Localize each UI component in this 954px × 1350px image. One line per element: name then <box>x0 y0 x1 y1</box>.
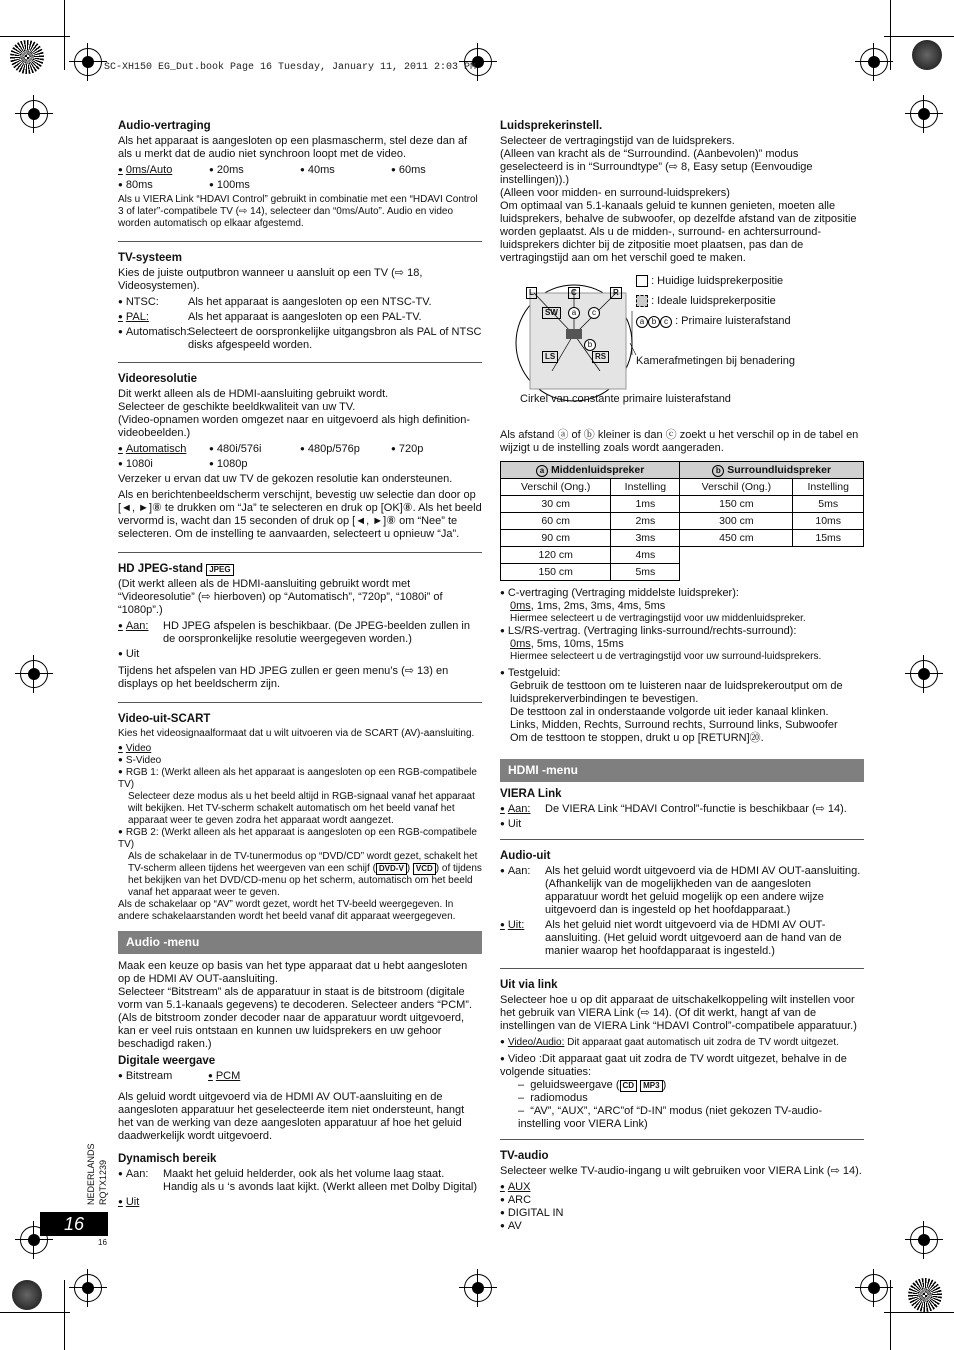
note: Als geluid wordt uitgevoerd via de HDMI AV OUT-aansluiting en de aangesloten apparatuur het geselecteerde item niet ondersteunt, hangt het van de werking van deze aangesloten apparatuur af hoe het geluid daadwerkelijk wordt uitgevoerd. <box>118 1091 465 1142</box>
blank-cell <box>680 564 864 581</box>
description: Kies het videosignaalformaat dat u wilt uitvoeren via de SCART (AV)-aansluiting. <box>118 728 475 739</box>
registration-target <box>860 1274 888 1302</box>
heading <box>118 563 482 576</box>
page-number: 16 <box>40 1212 108 1236</box>
c-delay-label: ● C-vertraging (Vertraging middelste luidspreker): <box>500 587 864 600</box>
footer-small-number: 16 <box>98 1238 107 1247</box>
text: “AV”, “AUX”, “ARC”of “D-IN” modus (niet gekozen TV-audio-instelling voor VIERA Link) <box>518 1105 823 1130</box>
description: Dit werkt alleen als de HDMI-aansluiting gebruikt wordt. Selecteer de geschikte beeldkwaliteit van uw TV. (Video-opnamen worden omgezet naar en uitgevoerd als high definition-videobeelden.) <box>118 388 471 439</box>
description: Kies de juiste outputbron wanneer u aansluit op een TV (⇨ 18, Videosystemen). <box>118 267 423 292</box>
cell: 90 cm <box>501 530 611 547</box>
option: ● S-Video <box>118 755 482 767</box>
heading: Luidsprekerinstell. <box>500 120 603 132</box>
section-luidsprekerinstell <box>500 120 864 745</box>
registration-star-tl <box>10 40 44 74</box>
option: ● 480i/576i <box>209 443 300 456</box>
cell: 1ms <box>611 496 680 513</box>
table-row <box>501 564 864 581</box>
cell: 5ms <box>793 496 864 513</box>
option: ● 20ms <box>209 164 300 177</box>
cell: 5ms <box>611 564 680 581</box>
option: ● 480p/576p <box>300 443 391 456</box>
legend-text: : Ideale luidsprekerpositie <box>651 295 776 307</box>
text: ) of tijdens het bekijken van het DVD/CD-menu op het scherm, automatisch om het beeld vanaf het apparaat weer te geven. <box>128 863 482 898</box>
table-header-sur <box>680 462 864 479</box>
registration-target <box>20 660 48 688</box>
registration-target <box>74 48 102 76</box>
subheader: Verschil (Ong.) <box>501 479 611 496</box>
c-delay-note: Hiermee selecteert u de vertragingstijd voor uw middenluidspreker. <box>510 613 806 624</box>
option-row <box>118 1070 482 1083</box>
header-text: Surroundluidspreker <box>727 463 832 476</box>
subheader: Verschil (Ong.) <box>680 479 793 496</box>
circle-a: a <box>536 465 548 477</box>
option: ● Bitstream <box>118 1070 208 1083</box>
registration-target <box>464 1274 492 1302</box>
jpeg-tag: JPEG <box>206 564 233 576</box>
option: ● 0ms/Auto <box>118 164 209 177</box>
cell: 2ms <box>611 513 680 530</box>
option-key: ● Uit: <box>500 919 545 958</box>
test-label: ● Testgeluid: <box>500 667 864 680</box>
distance-b-marker: b <box>584 339 596 351</box>
option-item <box>500 865 864 917</box>
note: Als u VIERA Link “HDAVI Control” gebruikt in combinatie met een “HDAVI Control 3 of later”-compatibele TV (⇨ 14), selecteer dan “0ms/Auto”. Audio en video worden automatisch op elkaar afgestemd. <box>118 194 478 229</box>
table-header-mid <box>501 462 680 479</box>
option: ● RGB 2: (Werkt alleen als het apparaat is aangesloten op een RGB-compatibele TV) <box>118 827 482 851</box>
option: ● 1080i <box>118 458 209 471</box>
values: , 1ms, 2ms, 3ms, 4ms, 5ms <box>530 600 666 612</box>
audio-menu-band: Audio -menu <box>118 931 482 954</box>
speaker-label-l: L <box>526 287 537 299</box>
exception-item: – geluidsweergave ( CD MP3 ) <box>518 1079 667 1091</box>
side-code: RQTX1239 <box>98 1159 108 1205</box>
heading: Uit via link <box>500 979 558 991</box>
ls-delay-note: Hiermee selecteert u de vertragingstijd voor uw surround-luidsprekers. <box>510 651 822 662</box>
circle-a: a <box>636 316 648 328</box>
ls-delay-values <box>500 638 864 651</box>
registration-target <box>74 1274 102 1302</box>
registration-star-br <box>908 1278 942 1312</box>
mp3-tag: MP3 <box>640 1080 662 1092</box>
option-value: Als het geluid wordt uitgevoerd via de HDMI AV OUT-aansluiting. (Afhankelijk van de mogelijkheden van de aangesloten apparatuur wordt het geluid mogelijk op een andere wijze uitgevoerd dan is ingesteld op het hoofdapparaat.) <box>545 865 861 916</box>
current-speaker-icon <box>636 275 648 287</box>
cell: 300 cm <box>680 513 793 530</box>
heading-text: HD JPEG-stand <box>118 563 203 575</box>
option-value: Als het apparaat is aangesloten op een NTSC-TV. <box>188 296 432 308</box>
registration-target <box>910 1226 938 1254</box>
option: ● DIGITAL IN <box>500 1207 864 1220</box>
option-item <box>500 1037 864 1049</box>
heading: Dynamisch bereik <box>118 1153 217 1165</box>
description: Als het apparaat is aangesloten op een plasmascherm, stel deze dan af als u merkt dat de audio niet synchroon loopt met de video. <box>118 135 468 160</box>
cell: 120 cm <box>501 547 611 564</box>
distance-a-marker: a <box>568 307 580 319</box>
heading: Videoresolutie <box>118 373 198 385</box>
speaker-label-ls: LS <box>542 351 558 363</box>
table-row <box>501 513 864 530</box>
section-audio-vertraging <box>118 120 482 242</box>
option: ● Automatisch <box>118 443 209 456</box>
vcd-tag: VCD <box>413 863 436 875</box>
section-audio-uit <box>500 850 864 969</box>
registration-disc-bl <box>12 1280 42 1310</box>
option-item <box>118 326 482 352</box>
cell: 60 cm <box>501 513 611 530</box>
option: ● PCM <box>208 1070 298 1083</box>
cell: 4ms <box>611 547 680 564</box>
option-item <box>118 620 482 646</box>
legend-ideal <box>636 295 776 308</box>
circle-b: b <box>648 316 660 328</box>
cell: 3ms <box>611 530 680 547</box>
option-item: ● Uit <box>118 1196 482 1209</box>
speaker-label-c: C <box>568 287 580 299</box>
option-row <box>118 179 482 192</box>
note: Tijdens het afspelen van HD JPEG zullen er geen menu’s (⇨ 13) en displays op het beeldscherm zijn. <box>118 665 449 690</box>
option-key: ● Aan: <box>118 620 163 646</box>
option-key: ● Aan: <box>118 1168 163 1194</box>
circle-c: c <box>660 316 672 328</box>
option-key: ● Aan: <box>500 865 545 917</box>
exception-item: – “AV”, “AUX”, “ARC”of “D-IN” modus (niet gekozen TV-audio-instelling voor VIERA Link) <box>518 1105 823 1130</box>
option-item: ● Video :Dit apparaat gaat uit zodra de TV wordt uitgezet, behalve in de volgende situaties: <box>500 1053 864 1079</box>
cell: 450 cm <box>680 530 793 547</box>
default-value: 0ms <box>510 638 531 650</box>
option: ● Video <box>118 743 482 755</box>
legend-text: : Primaire luisterafstand <box>675 315 791 327</box>
legend-current <box>636 275 783 288</box>
subheader: Instelling <box>793 479 864 496</box>
afstand-text: Als afstand ⓐ of ⓑ kleiner is dan ⓒ zoekt u het verschil op in de tabel en wijzigt u de instelling zoals wordt aangeraden. <box>500 429 859 454</box>
option-value: Als het geluid niet wordt uitgevoerd via de HDMI AV OUT-aansluiting. (Het geluid wordt uitgevoerd aan de hand van de manier waarop het hoofdapparaat is ingesteld.) <box>545 919 842 957</box>
option-value: Dit apparaat gaat automatisch uit zodra de TV wordt uitgezet. <box>567 1037 839 1048</box>
exception-item: – radiomodus <box>518 1092 588 1104</box>
speaker-diagram <box>500 271 864 421</box>
option-value: Selecteert de oorspronkelijke uitgangsbron als PAL of NTSC disks afgespeeld worden. <box>188 326 482 351</box>
option-item: ● Uit <box>500 818 864 831</box>
legend-text: : Huidige luidsprekerpositie <box>651 275 784 287</box>
section-video-uit-scart <box>118 713 482 923</box>
option-row <box>118 458 482 471</box>
registration-disc-tr <box>912 40 942 70</box>
option: ● ARC <box>500 1194 864 1207</box>
option: ● 1080p <box>209 458 300 471</box>
default-value: 0ms <box>510 600 531 612</box>
ideal-speaker-icon <box>636 295 648 307</box>
cell: 10ms <box>793 513 864 530</box>
right-column <box>500 120 864 1233</box>
cell: 15ms <box>793 530 864 547</box>
cd-tag: CD <box>620 1080 638 1092</box>
option-item <box>500 919 864 958</box>
values: , 5ms, 10ms, 15ms <box>530 638 624 650</box>
option-note: Als de schakelaar op “AV” wordt gezet, wordt het TV-beeld weergegeven. In andere schakelaarstanden wordt het beeld vanaf dit apparaat weergegeven. <box>118 899 456 922</box>
test-description: Gebruik de testtoon om te luisteren naar de luidsprekeroutput om de luidsprekerverbindingen te bevestigen. De testtoon zal in onderstaande volgorde uit ieder kanaal klinken. Links, Midden, Rechts, Surround rechts, Surround links, Subwoofer Om de testtoon te stoppen, drukt u op [RETURN]⑳. <box>510 680 843 744</box>
ls-delay-label: ● LS/RS-vertrag. (Vertraging links-surround/rechts-surround): <box>500 625 864 638</box>
speaker-label-r: R <box>610 287 622 299</box>
heading: Digitale weergave <box>118 1055 216 1067</box>
c-delay-values <box>500 600 864 613</box>
registration-target <box>910 100 938 128</box>
section-tv-audio <box>500 1150 864 1233</box>
subheader: Instelling <box>611 479 680 496</box>
audio-menu-description: Maak een keuze op basis van het type apparaat dat u hebt aangesloten op de HDMI AV OUT-aansluiting. Selecteer “Bitstream” als de apparatuur in staat is de bitstroom (digitale vorm van 5.1-kanaals gegevens) te decoderen. Selecteer anders “PCM”. (Als de bitstroom zonder decoder naar de apparatuur wordt uitgevoerd, kan er veel ruis ontstaan en kunnen uw luidsprekers en uw gehoor beschadigd raken.) <box>118 960 473 1050</box>
option-value: Als het apparaat is aangesloten op een PAL-TV. <box>188 311 422 323</box>
file-header-line: SC-XH150 EG_Dut.book Page 16 Tuesday, January 11, 2011 2:03 PM <box>104 62 477 73</box>
table-row <box>501 530 864 547</box>
legend-primary <box>636 315 791 328</box>
option-key: Video/Audio: <box>507 1037 565 1048</box>
text: ) <box>662 1079 667 1091</box>
option-value: De VIERA Link “HDAVI Control”-functie is beschikbaar (⇨ 14). <box>545 803 847 815</box>
text: geluidsweergave ( <box>530 1079 620 1091</box>
legend-room: Kamerafmetingen bij benadering <box>636 355 795 367</box>
cell: 150 cm <box>501 564 611 581</box>
dvd-v-tag: DVD-V <box>376 863 407 875</box>
header-text: Middenluidspreker <box>550 463 645 476</box>
heading: Audio-uit <box>500 850 551 862</box>
option-item <box>118 1168 482 1194</box>
description: (Dit werkt alleen als de HDMI-aansluiting gebruikt wordt met “Videoresolutie” (⇨ hierboven) op “Automatisch”, “720p”, “1080i” of “1080p”.) <box>118 578 443 616</box>
left-column <box>118 120 482 1209</box>
heading: Video-uit-SCART <box>118 713 211 725</box>
text: Als de schakelaar in de TV-tunermodus op “DVD/CD” wordt gezet, schakelt het TV-scherm alleen tijdens het weergeven van een schijf ( <box>128 851 478 874</box>
option-note: Selecteer deze modus als u het beeld altijd in RGB-signaal vanaf het apparaat wilt bekijken. Het TV-scherm schakelt automatisch om het beeld vanaf het apparaat weer te geven zodra het apparaat wordt aangezet. <box>128 791 475 826</box>
option-key: ● NTSC: <box>118 296 188 309</box>
option-value: HD JPEG afspelen is beschikbaar. (De JPEG-beelden zullen in de oorspronkelijke resolutie weergegeven worden.) <box>163 620 470 645</box>
heading: TV-systeem <box>118 252 182 264</box>
option-key: ● Automatisch: <box>118 326 188 352</box>
description: Selecteer de vertragingstijd van de luidsprekers. (Alleen van kracht als de “Surroundind. (Aanbevolen)” modus geselecteerd is in “Surroundtype” (⇨ 8, Easy setup (Eenvoudige instellingen)).) (Alleen voor midden- en surround-luidsprekers) Om optimaal van 5.1-kanaals geluid te kunnen genieten, moeten alle luidsprekers, behalve de subwoofer, op dezelfde afstand van de zitpositie worden geplaatst. Als u de midden-, surround- en achtersurround-luidsprekers dichter bij de zitpositie moet plaatsen, pas dan de vertragingstijd aan om het verschil goed te maken. <box>500 135 857 264</box>
paragraph: Als en berichtenbeeldscherm verschijnt, bevestig uw selectie dan door op [◄, ►]⑧ te drukken om “Ja” te selecteren en druk op [OK]⑧. Als het beeld vervormd is, wacht dan 15 seconden of druk op [◄, ►]⑧ om “Nee” te selecteren. Om de instelling te aanvaarden, selecteert u opnieuw “Ja”. <box>118 489 482 540</box>
option-key: ● Aan: <box>500 803 545 816</box>
delay-table <box>500 461 864 581</box>
section-uit-via-link <box>500 979 864 1140</box>
heading: VIERA Link <box>500 788 562 800</box>
heading: TV-audio <box>500 1150 549 1162</box>
distance-c-marker: c <box>588 307 600 319</box>
side-language: NEDERLANDS <box>86 1143 96 1205</box>
legend-circle: Cirkel van constante primaire luisterafstand <box>520 393 731 405</box>
description: Selecteer hoe u op dit apparaat de uitschakelkoppeling wilt instellen voor het gebruik van VIERA Link (⇨ 14). (Of dit werkt, hangt af van de instellingen van de VIERA Link “HDAVI Control”-compatibele apparatuur.) <box>500 994 857 1032</box>
cell: 150 cm <box>680 496 793 513</box>
registration-target <box>20 100 48 128</box>
option-item <box>118 296 482 309</box>
hdmi-menu-band: HDMI -menu <box>500 759 864 782</box>
table-row <box>501 547 864 564</box>
circle-b: b <box>712 465 724 477</box>
option: ● RGB 1: (Werkt alleen als het apparaat is aangesloten op een RGB-compatibele TV) <box>118 767 482 791</box>
section-videoresolutie <box>118 373 482 553</box>
option-note: Als de schakelaar in de TV-tunermodus op “DVD/CD” wordt gezet, schakelt het TV-scherm alleen tijdens het weergeven van een schijf ( DVD-V ) VCD ) of tijdens het bekijken van het DVD/CD-menu op het scherm, automatisch om het beeld vanaf het apparaat weer te geven. <box>128 851 482 898</box>
option-value: Maakt het geluid helderder, ook als het volume laag staat. Handig als u ‘s avonds laat kijkt. (Werkt alleen met Dolby Digital) <box>163 1168 478 1193</box>
option-item <box>118 311 482 324</box>
registration-target <box>910 660 938 688</box>
section-viera-link <box>500 788 864 840</box>
section-tv-systeem <box>118 252 482 363</box>
cell: 30 cm <box>501 496 611 513</box>
option-key: ● PAL: <box>118 311 188 324</box>
option-item <box>500 803 864 816</box>
heading: Audio-vertraging <box>118 120 211 132</box>
option: ● 40ms <box>300 164 391 177</box>
option: ● AUX <box>500 1181 864 1194</box>
table-row <box>501 496 864 513</box>
paragraph: Verzeker u ervan dat uw TV de gekozen resolutie kan ondersteunen. <box>118 473 453 485</box>
section-hd-jpeg <box>118 563 482 703</box>
option: ● 80ms <box>118 179 209 192</box>
text: radiomodus <box>530 1092 588 1104</box>
option-item: ● Uit <box>118 648 482 661</box>
option: ● AV <box>500 1220 864 1233</box>
option: ● 100ms <box>209 179 300 192</box>
option: ● 720p <box>391 443 482 456</box>
registration-target <box>860 48 888 76</box>
speaker-label-rs: RS <box>592 351 609 363</box>
option-row <box>118 164 482 177</box>
option-row <box>118 443 482 456</box>
blank-cell <box>680 547 864 564</box>
option: ● 60ms <box>391 164 482 177</box>
description: Selecteer welke TV-audio-ingang u wilt gebruiken voor VIERA Link (⇨ 14). <box>500 1165 862 1177</box>
speaker-label-sw: SW <box>542 307 561 319</box>
